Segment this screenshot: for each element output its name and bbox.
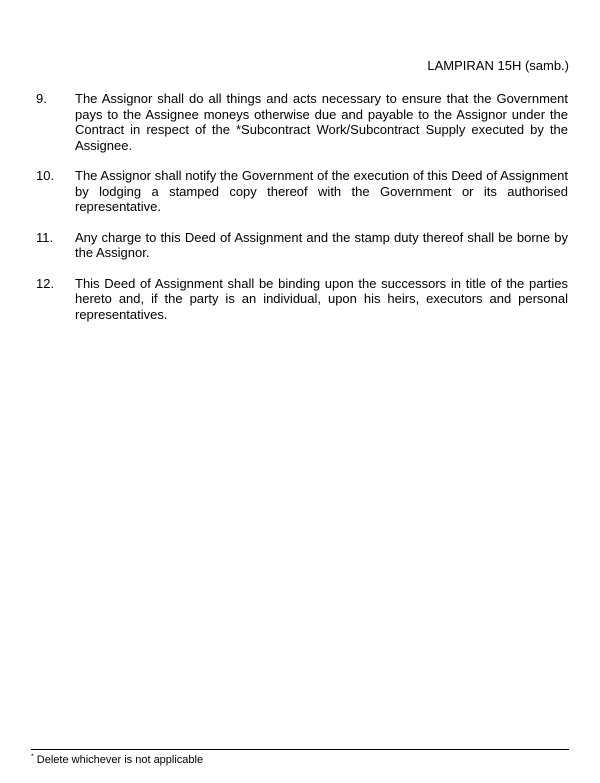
clause-text: This Deed of Assignment shall be binding upon the successors in title of the parties hereto and, if the party is an individual, upon his heirs, executors and personal representatives. (75, 275, 568, 322)
clause-text: Any charge to this Deed of Assignment and the stamp duty thereof shall be borne by the Assignor. (75, 229, 568, 260)
footnote-divider (31, 749, 569, 750)
footnote (31, 753, 203, 767)
clause-text-part: The Assignor shall do all things and acts necessary to ensure that the Government pays to the Assignee moneys otherwise due and payable to the Assignor under the Contract in respect of the (75, 91, 568, 137)
clause-number: 10. (36, 168, 55, 183)
clause-text: The Assignor shall notify the Government of the execution of this Deed of Assignment by lodging a stamped copy thereof with the Government or its authorised representative. (75, 168, 568, 214)
clause-list (36, 91, 568, 337)
clause-text-part: Subcontract Work/Subcontract Supply executed by the Assignee. (75, 122, 568, 153)
clause-text (75, 91, 568, 153)
clause-9 (36, 91, 568, 153)
clause-number: 11. (36, 229, 54, 245)
clause-10 (36, 168, 568, 215)
clause-11 (36, 230, 568, 261)
clause-12 (36, 276, 568, 323)
clause-number: 12. (36, 275, 55, 291)
footnote-marker: * (235, 122, 242, 137)
footnote-marker: * (31, 753, 34, 761)
footnote-text: Delete whichever is not applicable (33, 754, 204, 766)
clause-number: 9. (36, 91, 47, 106)
page-header-label: LAMPIRAN 15H (samb.) (427, 58, 569, 73)
